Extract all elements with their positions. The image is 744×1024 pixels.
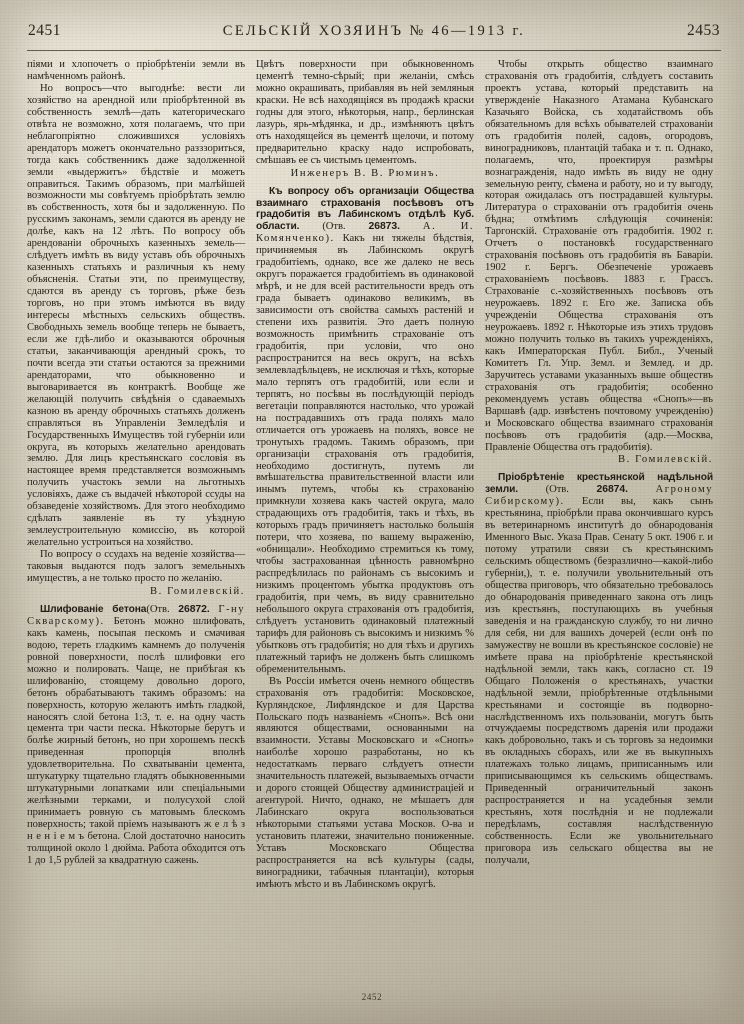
page-footer: 2452 [361, 992, 383, 1002]
header-rule [27, 50, 721, 51]
article-block-allotment-land [485, 472, 713, 866]
answer-open-paren: (Отв. [146, 603, 170, 615]
column-3 [485, 59, 713, 978]
paragraph: Въ Россіи имѣется очень немного обществъ страхованія отъ градобитія: Московское, Курляндское, Лифляндское и для Царства Польскаго подъ названіемъ «Снопъ». Всѣ они являются обществами, основанными на взаимности. Уставы Московскаго и «Снопъ» наиболѣе хорошо разработаны, но къ недостаткамъ перваго слѣдуетъ отнести значительность платежей, вызываемыхъ отчасти и дорого стоящей Обществу администраціей и агентурой. Ничто, однако, не мѣшаетъ для Лабинскаго округа воспользоваться нѣкоторыми статьями устава Москов. О-ва и установить платежи, значительно пониженные. Уставъ Московскаго Общества распространяется на всѣ культуры (сады, виноградники, табачныя плантаціи), которыя имѣютъ мѣсто и въ Лабинскомъ округѣ. [256, 675, 474, 890]
article-body: Какъ ни тяжелы бѣдствія, причиняемыя въ Лабинскомъ округѣ градобитіемъ, однако, все же далеко не весь округъ поражается градобитіемъ въ одинаковой мѣрѣ, и не для всей растительности вредъ отъ града бываетъ одинаково великимъ, въ зависимости отъ свойства самыхъ растеній и степени ихъ развитія. Это даетъ полную возможность примѣнить страхованіе отъ градобитія, при условіи, что оно распространится на весь округъ, на всѣхъ землевладѣльцевъ, не исключая и тѣхъ, которые мало терпятъ отъ градобитій, или если и терпятъ, но посѣвы въ послѣдующій періодъ вегетаціи поправляются настолько, что урожай на пострадавшихъ отъ града поляхъ мало отличается отъ урожаевъ на поляхъ, вовсе не тронутыхъ градомъ. Такимъ образомъ, при организаціи страхованія отъ градобитія, необходимо достигнуть, путемъ ли вмѣшательства правительственной власти или инымъ путемъ, чтобы къ страхованію примкнули хозяева какъ частей округа, мало страдающихъ отъ градобитія, такъ и тѣхъ, въ которыхъ градъ причиняетъ настолько большія потери, что хозяева, по вашему выраженію, «обнищали». Необходимо стремиться къ тому, чтобы застрахованная цѣнность равномѣрно распредѣлилась по районамъ съ высокимъ и низкимъ процентомъ убытка продуктовъ отъ градобитія, при чемъ, въ виду сравнительно небольшого округа страхованія отъ градобитія, слѣдуетъ установить одинаковый платежный тарифъ для районовъ съ высокимъ и низкимъ % убытковъ отъ градобитія; но для тѣхъ и другихъ платежный тарифъ не долженъ быть слишкомъ обременительнымъ. [256, 233, 474, 675]
article-block-grinding-concrete [27, 604, 245, 867]
answer-number: 26873. [368, 221, 400, 233]
article-signature: В. Гомилевскій. [617, 454, 713, 466]
three-column-body [27, 59, 721, 978]
running-title: СЕЛЬСКІЙ ХОЗЯИНЪ № 46—1913 г. [222, 23, 526, 39]
answer-number: 26872. [178, 603, 210, 615]
article-signature: В. Гомилевскій. [149, 585, 245, 597]
answer-open-paren: (Отв. [545, 484, 569, 496]
article-block-hail-insurance [256, 186, 474, 676]
paragraph-continued: Цвѣтъ поверхности при обыкновенномъ цементѣ темно-сѣрый; при желаніи, смѣсь можно окрашивать, прибавляя въ ней земляныя краски. Не всѣ находящіяся въ продажѣ краски годны для этого, нѣкоторыя, напр., берлинская лазурь, ярь-мѣдянка, и др., измѣняютъ цвѣтъ отъ находящейся въ цементѣ щелочи, и потому предварительно краску надо испробовать, смѣшавъ ее съ чистымъ цементомъ. [256, 59, 474, 166]
addressee: Г-ну Скварскому). [27, 603, 246, 627]
answer-number: 26874. [596, 484, 628, 496]
paragraph-continued: піями и хлопочетъ о пріобрѣтеніи земли въ намѣченномъ районѣ. [27, 59, 245, 82]
addressee: Агроному Сибирскому). [485, 484, 713, 508]
article-title: Шлифованіе бетона [40, 603, 147, 615]
article-signature: Инженеръ В. В. Рюминъ. [290, 167, 440, 179]
page-header [28, 22, 720, 48]
article-title: Къ вопросу объ организаціи Общества взаимнаго страхованія посѣвовъ отъ градобитія въ Лабинскомъ отдѣлѣ Куб. области. [256, 185, 474, 233]
addressee: А. И. Комянченко). [256, 221, 475, 245]
folio-right: 2453 [686, 22, 720, 39]
paragraph: Но вопросъ—что выгоднѣе: вести ли хозяйство на арендной или пріобрѣтенной въ собственность землѣ—дать категорическаго отвѣта не возможно, хотя полагаемъ, что при неблагопріятно сложившихся условіяхъ арендаторъ можетъ окончательно разззориться, тогда какъ собственникъ даже задолженной земли «выдержитъ» бѣдствіе и можетъ оправиться. Такимъ образомъ, при малѣйшей возможности мы совѣтуемъ пріобрѣтать землю въ собственность, хотя бы и задолженную. По русскимъ законамъ, земли сдаются въ аренду не долѣе, какъ на 12 лѣтъ. По вопросу объ арендованіи оброчныхъ казенныхъ земель—слѣдуетъ имѣть въ виду уставъ объ оброчныхъ казенныхъ статьяхъ и различныя къ нему объясненія. Статьи эти, по преимуществу, сдаются въ аренду съ торговъ, рѣже безъ торговъ, но при этомъ имѣются въ виду интересы мѣстныхъ сельскихъ обществъ. Свободныхъ земель вообще теперь не бываетъ, если же гдѣ-либо и оказываются оброчныя статьи, заканчивающія арендный срокъ, то почти всегда эти статьи остаются за прежними арендаторами, что обыкновенно и выговаривается въ контрактѣ. Вообще же желающій получить свѣдѣнія о сдаваемыхъ казною въ аренду оброчныхъ статьяхъ долженъ справляться въ Управленіи Земледѣлія и Государственныхъ Имуществъ той губерніи или округа, въ которыхъ желательно арендовать землю. Для лицъ крестьянскаго сословія въ настоящее время представляется возможнымъ получить участокъ земли на льготныхъ условіяхъ, даже съ выдачей нѣкоторой ссуды на обзаведеніе хозяйствомъ. Для этого необходимо сдѣлать заявленіе въ ту уѣздную землеустроительную комиссію, въ которой желательно устроиться на хозяйство. [27, 82, 245, 549]
answer-open-paren: (Отв. [322, 221, 346, 233]
paragraph: Чтобы открыть общество взаимнаго страхованія отъ градобитія, слѣдуетъ составить проектъ устава, который представить на утвержденіе Наказного Атамана Кубанскаго Казачьяго Войска, съ ходатайствомъ объ обязательномъ для всѣхъ обывателей страхованіи отъ градобитія полей, садовъ, огородовъ, виноградниковъ, плантацій табака и т. п. Однако, полагаемъ, что, проектируя размѣры вознагражденія, надо имѣть въ виду не одну земельную ренту, сѣмена и работу, но и ту выгоду, которая ожидалась отъ пострадавшей культуры. Литература о страхованіи отъ градобитія очень бѣдна; отмѣтимъ слѣдующія сочиненія: Таргонскій. Страхованіе отъ градобитія. 1902 г. Отчетъ о постановкѣ государственнаго страхованія посѣвовъ отъ градобитія въ Баваріи. 1902 г. Бергъ. Обезпеченіе урожаевъ страхованіемъ посѣвовъ. 1883 г. Грассъ. Страхованіе с.-хозяйственныхъ посѣвовъ отъ неурожаевъ. 1892 г. Его же. Записка объ учрежденіи Общества страхованія отъ неурожаевъ. 1892 г. Нѣкоторые изъ этихъ трудовъ можно получить только въ такихъ учрежденіяхъ, какъ Императорская Публ. Библ., Ученый Комитетъ Гл. Упр. Земл. и Землед. и др. Заручитесь уставами указанныхъ выше обществъ страхованія отъ градобитія; особенно рекомендуемъ уставъ общества «Снопъ»—въ Варшавѣ (адр. извѣстенъ почтовому учрежденію) и Московскаго общества взаимнаго страхованія посѣвовъ отъ градобитія (адр.—Москва, Правленіе Общества отъ градобитія). [485, 59, 713, 453]
paragraph: По вопросу о ссудахъ на веденіе хозяйства—таковыя выдаются подъ залогъ земельныхъ имуществъ, а не только просто по желанію. [27, 549, 245, 584]
article-title: Пріобрѣтеніе крестьянской надѣльной земли. [485, 472, 713, 496]
column-2 [256, 59, 474, 978]
article-body: Бетонъ можно шлифовать, какъ камень, посыпая пескомъ и смачивая водою, тереть гладкимъ камнемъ до полученія ровной поверхности, послѣ шлифовки его можно и полировать. Чаще, не прибѣгая къ шлифованію, стоящему довольно дорого, бетонъ обрабатываютъ такимъ образомъ: на поверхность, которую желаютъ имѣть гладкой, наносятъ слой бетона 1:3, т. е. на одну часть цемента три части песка. Нѣкоторые берутъ и болѣе жирный бетонъ, но при хорошемъ пескѣ приведенная пропорція вполнѣ удовлетворительна. По схватываніи цемента, штукатурку тщательно гладятъ обыкновенными штукатурными лопатками или спеціальными желѣзными терками, и полусухой слой принимаетъ ровную съ матовымъ блескомъ поверхность; такой пріемъ называютъ ж е л ѣ з н е н і е м ъ бетона. Слой достаточно наносить толщиной около 1 дюйма. Работа обходится отъ 1 до 1,5 рублей за квадратную сажень. [27, 615, 246, 866]
folio-left: 2451 [28, 22, 61, 39]
article-body: Если вы, какъ сынъ крестьянина, пріобрѣли права окончившаго курсъ въ ветеринарномъ институтѣ до обнародованія Именного Выс. Указа Прав. Сенату 5 окт. 1906 г. и потому утратили связи съ крестьянскимъ сельскимъ обществомъ (безразлично—какой-либо губерніи,), т. е. получили увольнительный отъ общества приговоръ, что обязательно требовалось до обнародованія приведеннаго закона отъ лицъ изъ крестьянъ, поступающихъ въ учебныя заведенія и на гражданскую службу, то ни лично для себя, ни для вашихъ дочерей (если онѣ по замужеству не вошли въ крестьянское сословіе) не имѣете права на пріобрѣтеніе крестьянской надѣльной земли, такъ какъ, согласно ст. 19 Общаго Положенія о крестьянахъ, участки надѣльной земли, пріобрѣтенные отдѣльными крестьянами и состоящіе въ подворно-наслѣдственномъ ихъ пользованіи, могутъ быть отчуждаемы посредствомъ даренія или продажи какъ добровольно, такъ и съ торговъ за недоимки въ окладныхъ сборахъ, или же въ выкупныхъ платежахъ только лицамъ, приписаннымъ или приписывающимся къ сельскимъ обществамъ. Приведенный ограничительный законъ распространяется и на усадебныя земли крестьянъ, хотя послѣднія и не подлежали передѣламъ, составляя наслѣдственную собственность. Если же увольнительнаго приговора изъ сельскаго общества вы не получали, [485, 496, 713, 866]
column-1 [27, 59, 245, 978]
